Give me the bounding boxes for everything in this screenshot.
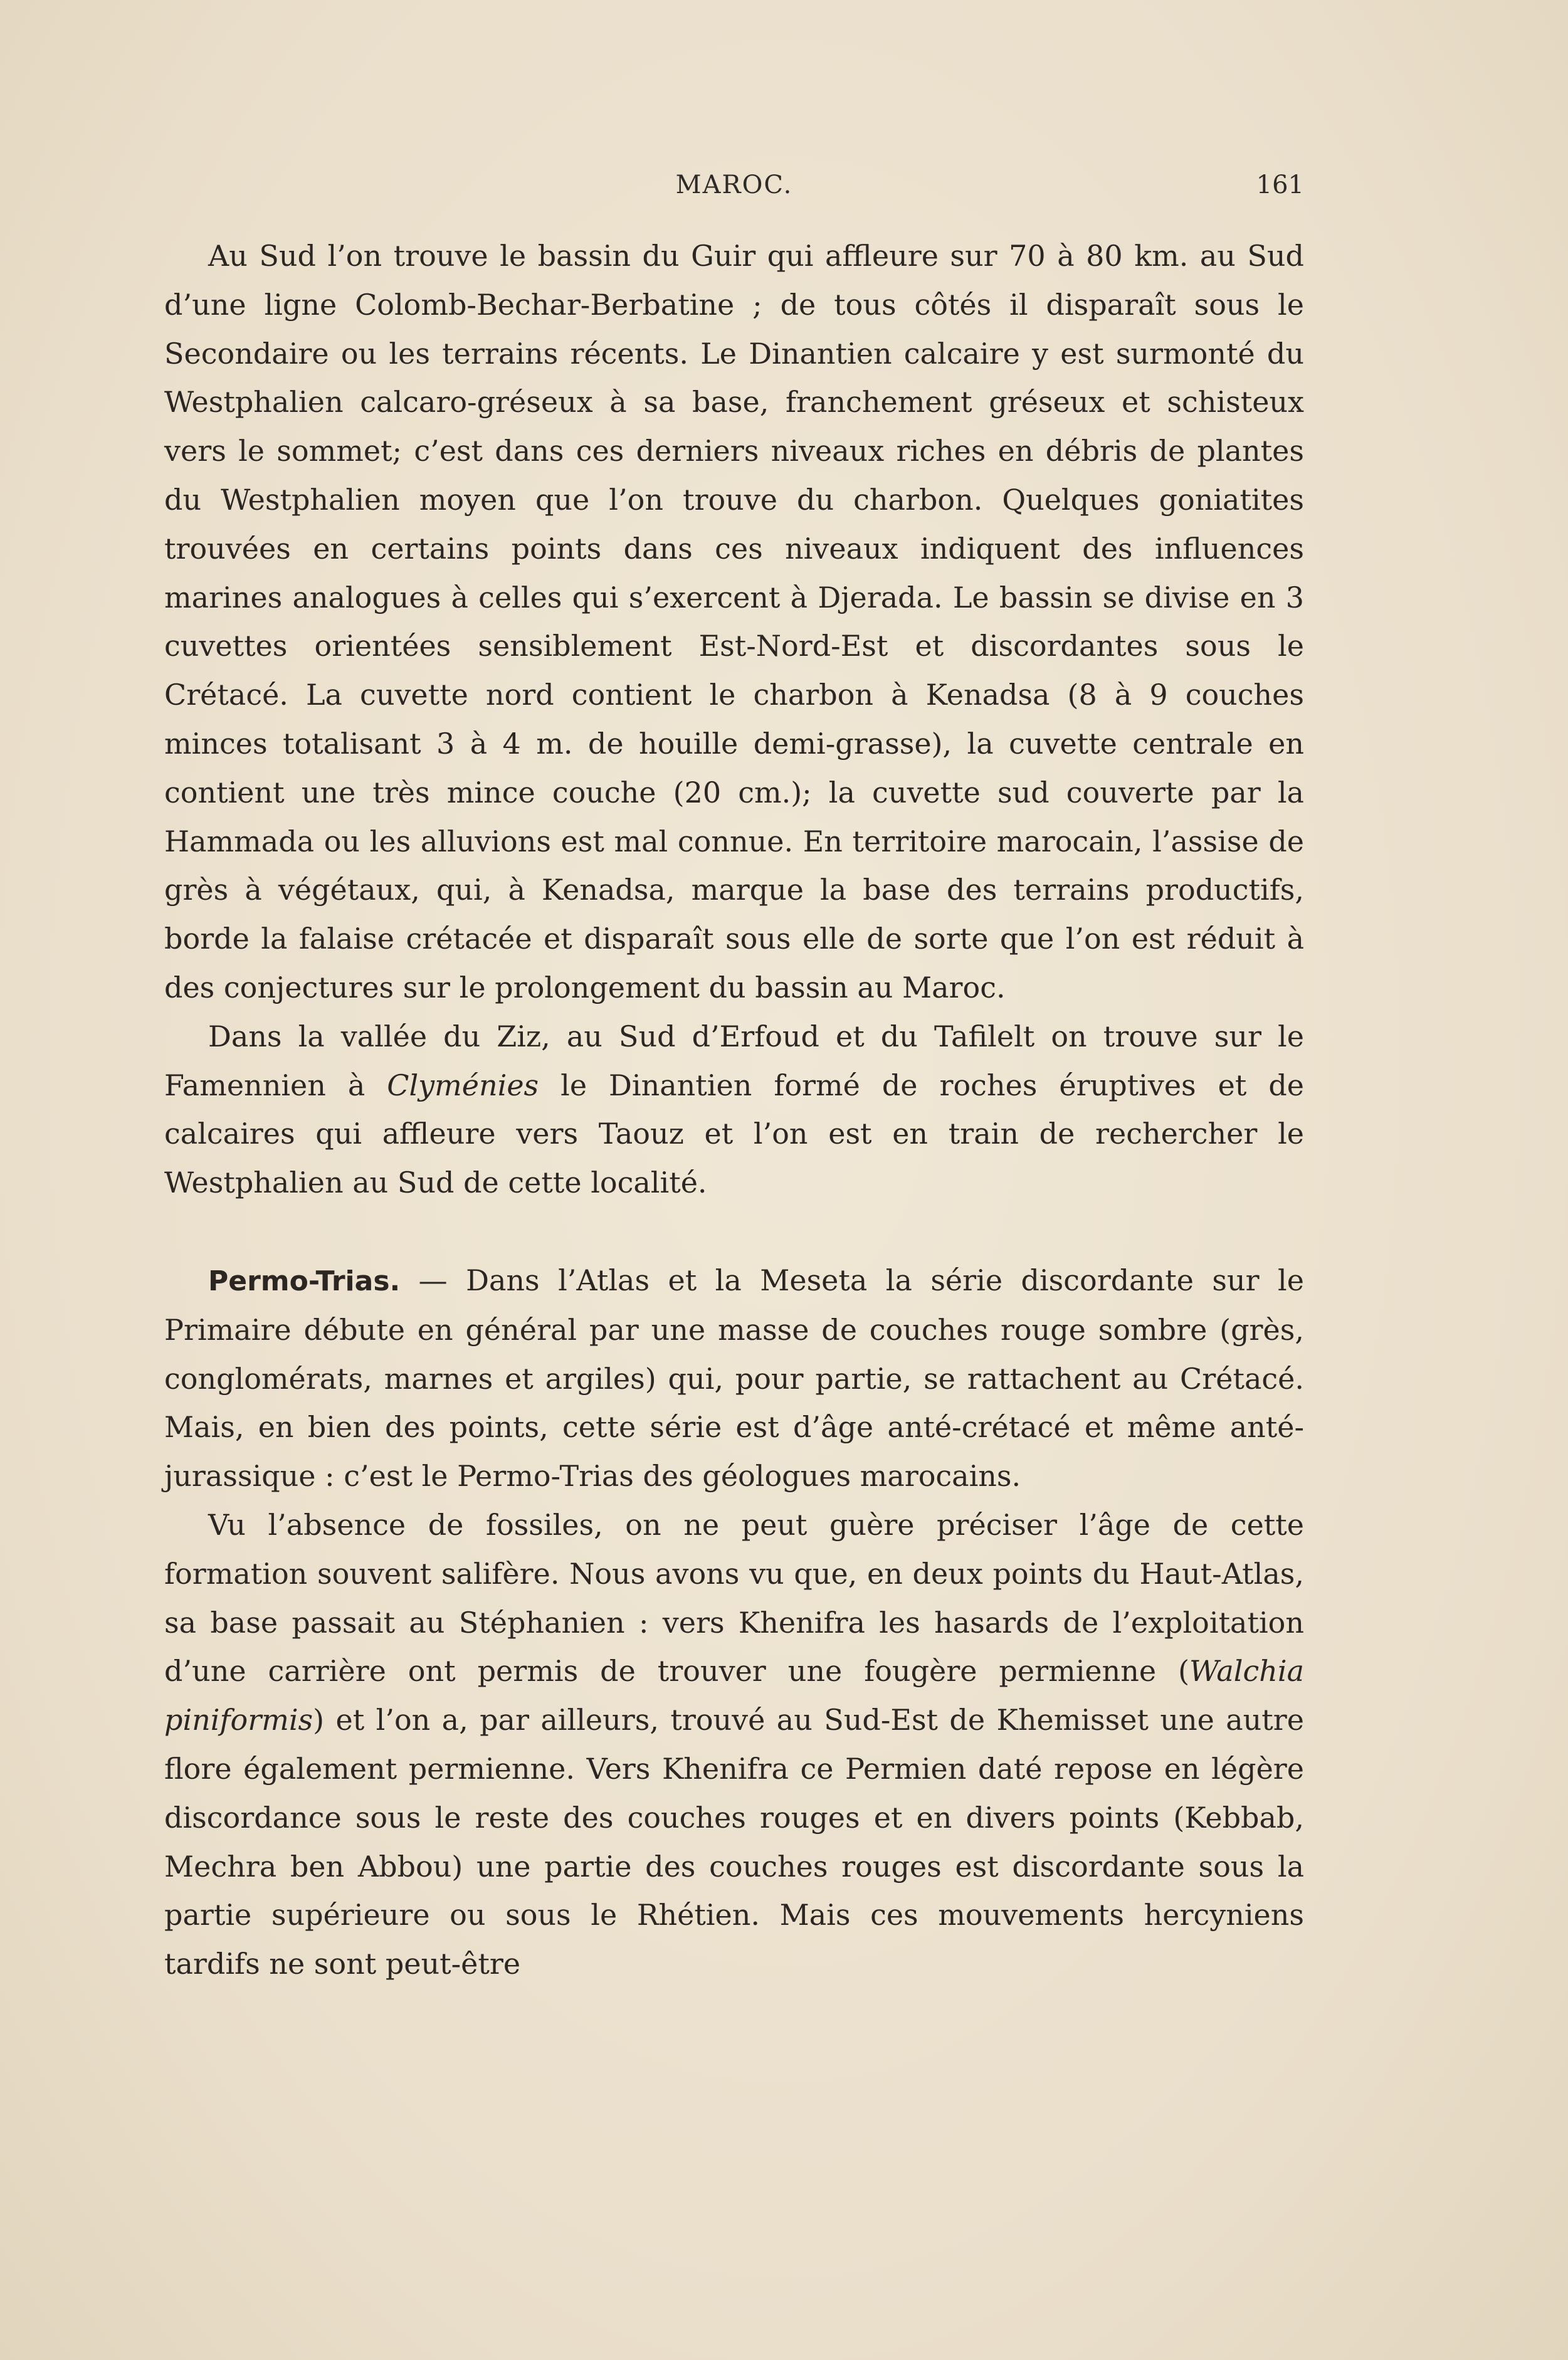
paragraph-ziz-text-2: le Dinantien formé de roches éruptives et de calcaires qui affleure vers Taouz et l’on est en train de rechercher le Westphalien au Sud de cette localité. bbox=[164, 1068, 1304, 1200]
paragraph-guir-basin: Au Sud l’on trouve le bassin du Guir qui affleure sur 70 à 80 km. au Sud d’une ligne Colomb-Bechar-Berbatine ; de tous côtés il disparaît sous le Secondaire ou les terrains récents. Le Dinantien calcaire y est surmonté du Westphalien calcaro-gréseux à sa base, franchement gréseux et schisteux vers le sommet; c’est dans ces derniers niveaux riches en débris de plantes du Westphalien moyen que l’on trouve du charbon. Quelques goniatites trouvées en certains points dans ces niveaux indiquent des influences marines analogues à celles qui s’exercent à Djerada. Le bassin se divise en 3 cuvettes orientées sensiblement Est-Nord-Est et discordantes sous le Crétacé. La cuvette nord contient le charbon à Kenadsa (8 à 9 couches minces totalisant 3 à 4 m. de houille demi-grasse), la cuvette centrale en contient une très mince couche (20 cm.); la cuvette sud couverte par la Hammada ou les alluvions est mal connue. En territoire marocain, l’assise de grès à végétaux, qui, à Kenadsa, marque la base des terrains productifs, borde la falaise crétacée et disparaît sous elle de sorte que l’on est réduit à des conjectures sur le prolongement du bassin au Maroc. bbox=[164, 239, 1304, 1004]
running-title: MAROC. bbox=[675, 171, 793, 199]
section-heading-permo-trias: Permo-Trias. bbox=[208, 1265, 401, 1297]
section-gap bbox=[164, 1208, 1304, 1256]
page-number: 161 bbox=[1256, 171, 1304, 199]
paragraph-permo-trias-text: — Dans l’Atlas et la Meseta la série discordante sur le Primaire débute en général par une masse de couches rouge sombre (grès, conglomérats, marnes et argiles) qui, pour partie, se rattachent au Crétacé. Mais, en bien des points, cette série est d’âge anté-crétacé et même anté-jurassique : c’est le Permo-Trias des géologues marocains. bbox=[164, 1263, 1304, 1493]
italic-walchia: Walchia piniformis bbox=[164, 1654, 1304, 1737]
body-text bbox=[164, 232, 1304, 1989]
paragraph-fossils-text-1: Vu l’absence de fossiles, on ne peut guère préciser l’âge de cette formation souvent salifère. Nous avons vu que, en deux points du Haut-Atlas, sa base passait au Stéphanien : vers Khenifra les hasards de l’exploitation d’une carrière ont permis de trouver une fougère permienne ( bbox=[164, 1507, 1304, 1688]
italic-clymenies: Clyménies bbox=[387, 1068, 539, 1102]
paragraph-permo-trias bbox=[164, 1256, 1304, 1501]
running-header bbox=[164, 171, 1304, 214]
paragraph-ziz-text-1: Dans la vallée du Ziz, au Sud d’Erfoud et du Tafilelt on trouve sur le Famennien à bbox=[164, 1019, 1304, 1102]
paragraph-ziz-valley bbox=[164, 1013, 1304, 1208]
paragraph-fossils-text-2: ) et l’on a, par ailleurs, trouvé au Sud-Est de Khemisset une autre flore également permienne. Vers Khenifra ce Permien daté repose en légère discordance sous le reste des couches rouges et en divers points (Kebbab, Mechra ben Abbou) une partie des couches rouges est discordante sous la partie supérieure ou sous le Rhétien. Mais ces mouvements hercyniens tardifs ne sont peut-être bbox=[164, 1703, 1304, 1981]
paragraph-fossils bbox=[164, 1501, 1304, 1989]
